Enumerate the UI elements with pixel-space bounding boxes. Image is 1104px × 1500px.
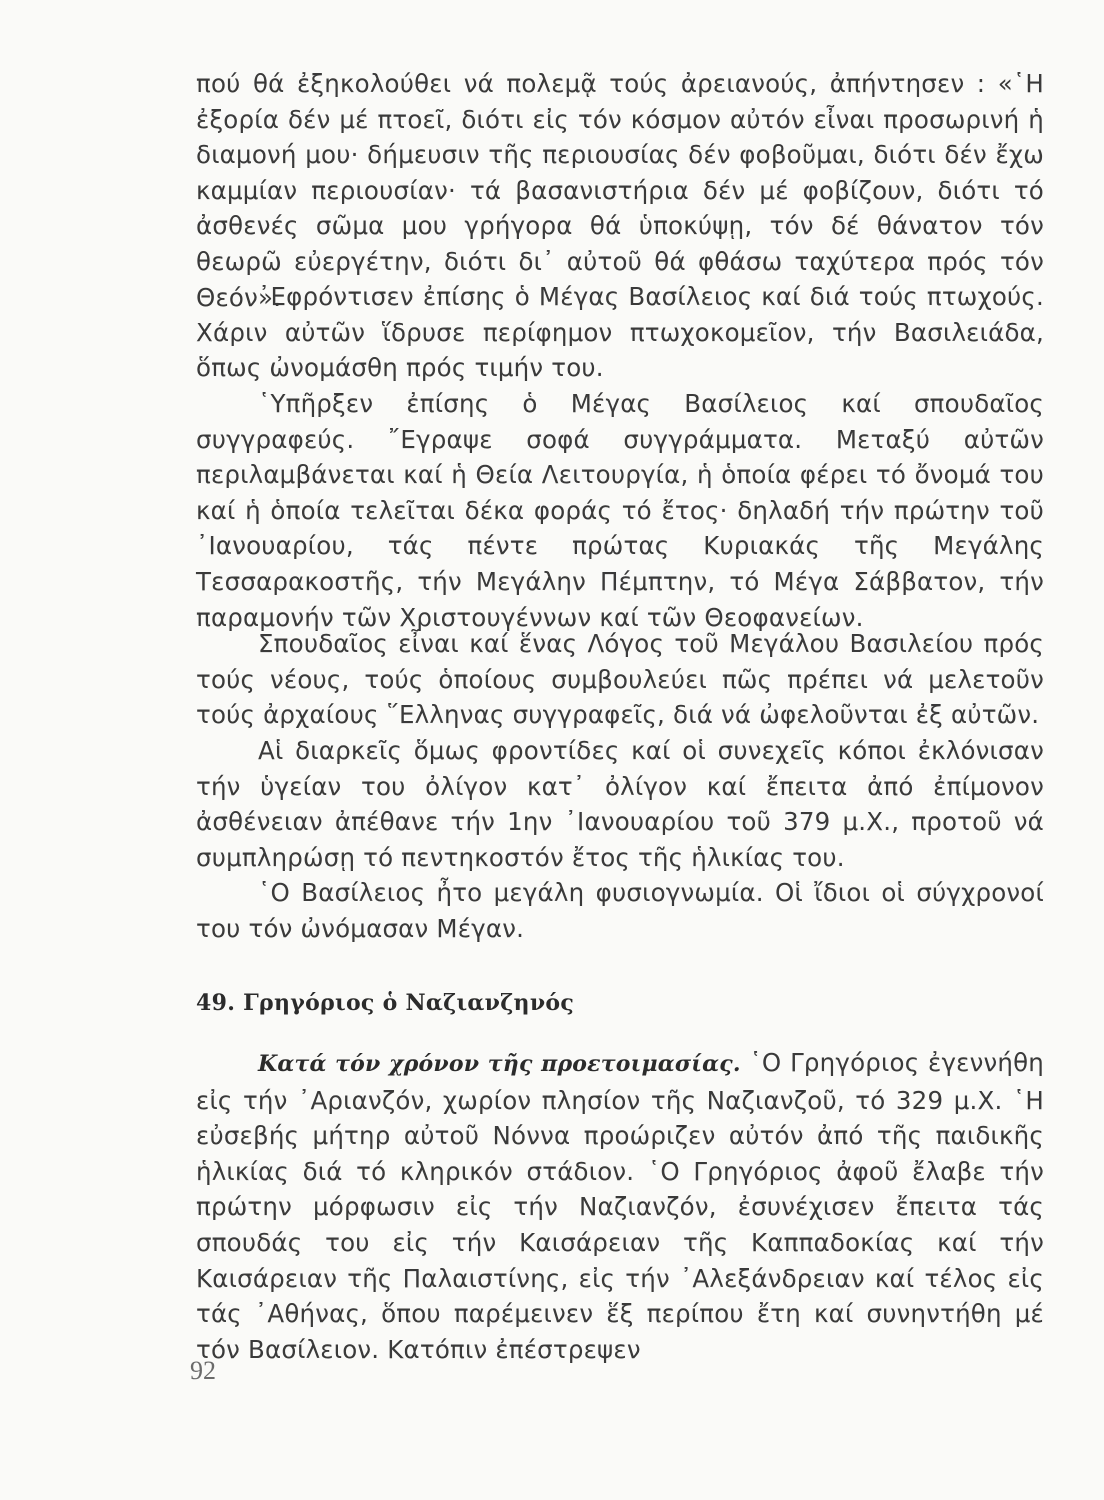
section-subheading: Κατά τόν χρόνον τῆς προετοιμασίας. bbox=[258, 1051, 741, 1077]
paragraph-gregory-body: ῾Ο Γρηγόριος ἐγεννήθη εἰς τήν ᾿Αριανζόν, χωρίον πλησίον τῆς Ναζιανζοῦ, τό 329 μ.Χ. ῾Η εὐσεβής μήτηρ αὐτοῦ Νόννα προώριζεν αὐτόν ἀπό τῆς παιδικῆς ἡλικίας διά τό κληρικόν στάδιον. ῾Ο Γρηγόριος ἀφοῦ ἔλαβε τήν πρώτην μόρφωσιν εἰς τήν Ναζιανζόν, ἐσυνέχισεν ἔπειτα τάς σπουδάς του εἰς τήν Καισάρειαν τῆς Καππαδοκίας καί τήν Καισάρειαν τῆς Παλαιστίνης, εἰς τήν ᾿Αλεξάνδρειαν καί τέλος εἰς τάς ᾿Αθήνας, ὅπου παρέμεινεν ἕξ περίπου ἔτη καί συνηντήθη μέ τόν Βασίλειον. Κατόπιν ἐπέστρεψεν bbox=[196, 1048, 1045, 1364]
page-number: 92 bbox=[190, 1356, 216, 1385]
paragraph-basil-reply: πού θά ἐξηκολούθει νά πολεμᾷ τούς ἀρειανούς, ἀπήντησεν : «῾Η ἐξορία δέν μέ πτοεῖ, διότι εἰς τόν κόσμον αὐτόν εἶναι προσωρινή ἡ διαμονή μου· δήμευσιν τῆς περιουσίας δέν φοβοῦμαι, διότι δέν ἔχω καμμίαν περιουσίαν· τά βασανιστήρια δέν μέ φοβίζουν, διότι τό ἀσθενές σῶμα μου γρήγορα θά ὑποκύψῃ, τόν δέ θάνατον τόν θεωρῶ εὐεργέτην, διότι δι᾿ αὐτοῦ θά φθάσω ταχύτερα πρός τόν Θεόν». bbox=[196, 69, 1044, 312]
paragraph-basil-great: ῾Ο Βασίλειος ἦτο μεγάλη φυσιογνωμία. Οἱ ἴδιοι οἱ σύγχρονοί του τόν ὠνόμασαν Μέγαν. bbox=[196, 878, 1044, 943]
paragraph-basil-writer: ῾Υπῆρξεν ἐπίσης ὁ Μέγας Βασίλειος καί σπουδαῖος συγγραφεύς. ῎Εγραψε σοφά συγγράμματα. Μεταξύ αὐτῶν περιλαμβάνεται καί ἡ Θεία Λειτουργία, ἡ ὁποία φέρει τό ὄνομά του καί ἡ ὁποία τελεῖται δέκα φοράς τό ἔτος· δηλαδή τήν πρώτην τοῦ ᾿Ιανουαρίου, τάς πέντε πρώτας Κυριακάς τῆς Μεγάλης Τεσσαρακοστῆς, τήν Μεγάλην Πέμπτην, τό Μέγα Σάββατον, τήν παραμονήν τῶν Χριστουγέννων καί τῶν Θεοφανείων. bbox=[196, 389, 1044, 632]
paragraph-basil-logos: Σπουδαῖος εἶναι καί ἕνας Λόγος τοῦ Μεγάλου Βασιλείου πρός τούς νέους, τούς ὁποίους συμβουλεύει πῶς πρέπει νά μελετοῦν τούς ἀρχαίους ῞Ελληνας συγγραφεῖς, διά νά ὠφελοῦνται ἐξ αὐτῶν. bbox=[196, 629, 1044, 730]
paragraph-basil-poor: ᾿Εφρόντισεν ἐπίσης ὁ Μέγας Βασίλειος καί διά τούς πτωχούς. Χάριν αὐτῶν ἵδρυσε περίφημον πτωχοκομεῖον, τήν Βασιλειάδα, ὅπως ὠνομάσθη πρός τιμήν του. bbox=[196, 282, 1044, 383]
section-heading: 49. Γρηγόριος ὁ Ναζιανζηνός bbox=[196, 990, 575, 1016]
paragraph-gregory-intro bbox=[196, 1045, 1044, 1367]
paragraph-basil-death: Αἱ διαρκεῖς ὅμως φροντίδες καί οἱ συνεχεῖς κόποι ἐκλόνισαν τήν ὑγείαν του ὀλίγον κατ᾿ ὀλίγον καί ἔπειτα ἀπό ἐπίμονον ἀσθένειαν ἀπέθανε τήν 1ην ᾿Ιανουαρίου τοῦ 379 μ.Χ., προτοῦ νά συμπληρώσῃ τό πεντηκοστόν ἔτος τῆς ἡλικίας του. bbox=[196, 736, 1044, 872]
